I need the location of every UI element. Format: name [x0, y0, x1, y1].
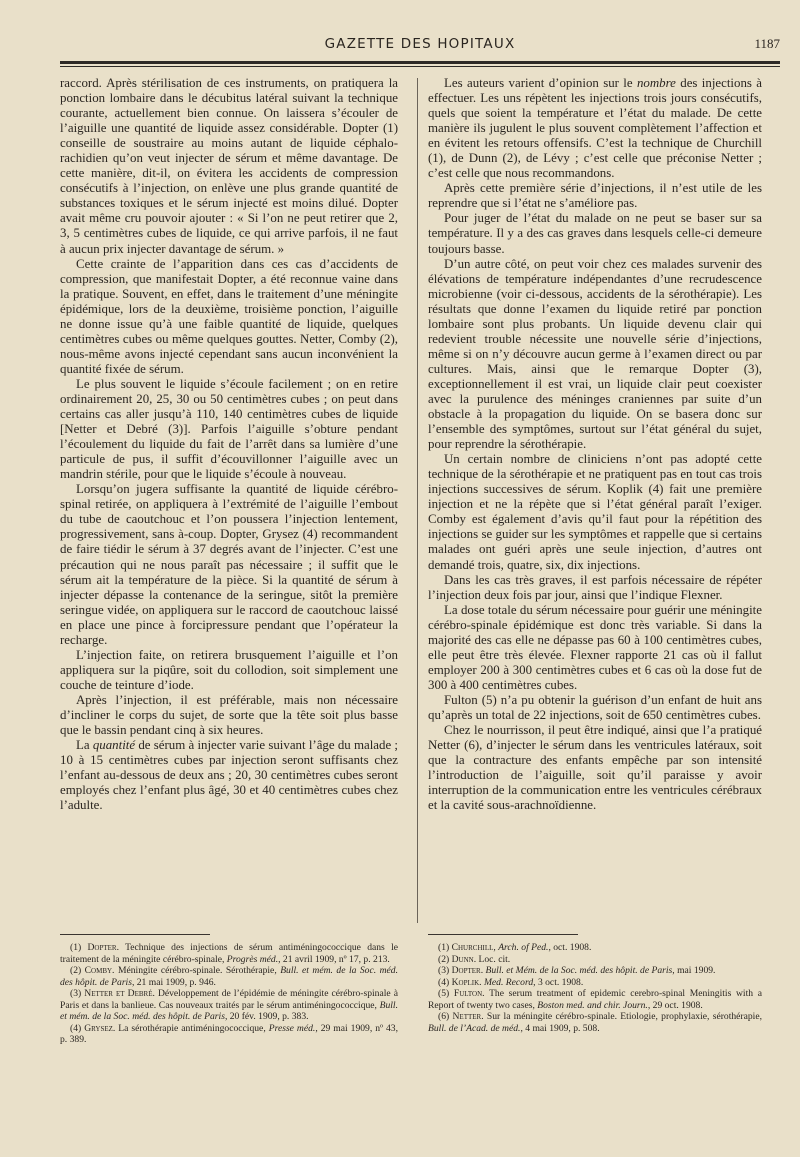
footnote-source: Arch. of Ped.	[498, 942, 549, 953]
paragraph: Cette crainte de l’apparition dans ces cas d’accidents de compression, que manifestait Dopter, a été reconnue vaine dans la pratique. Souvent, en effet, dans le traitement d’une méningite épidémique, lors de la deuxième, troisième ponction, l’aiguille ne donne issue qu’à une faible quantité de liquide, quelques centimètres cubes ou même quelques gouttes. Netter, Comby (2), nous-même avons injecté cependant sans aucun inconvénient la quantité fixée de sérum.	[60, 256, 398, 376]
text-run: Les auteurs varient d’opinion sur le	[444, 76, 637, 90]
footnote-author: Churchill,	[451, 942, 496, 953]
paragraph-quantite	[60, 738, 398, 813]
italic-term: nombre	[636, 76, 676, 90]
footnote-tail: , mai 1909.	[672, 965, 716, 976]
footnote	[60, 1023, 398, 1046]
paragraph-nombre	[428, 76, 762, 181]
footnote-author: Dunn.	[451, 953, 477, 965]
footnote-author: Dopter.	[87, 942, 119, 953]
footnote-number: (6)	[438, 1011, 453, 1022]
footnote-text: Méningite cérébro-spinale. Sérothérapie,	[114, 965, 281, 976]
page-number: 1187	[754, 36, 780, 51]
paragraph: Chez le nourrisson, il peut être indiqué, ainsi que l’a pratiqué Netter (6), d’injecter le sérum dans les ventricules latéraux, soit que la contracture des enfants empêche par son intensité l’introduction de l’aiguille, soit qu’il paraisse y avoir interruption de la communication entre les ventricules cérébraux et la cavité sous-arachnoïdienne.	[428, 723, 762, 813]
footnote-source: Bull. et mém. de la Soc. méd. des hôpit. de Paris	[60, 999, 398, 1022]
footnote-source: Progrès méd.	[226, 953, 279, 965]
footnote-rule	[428, 934, 578, 935]
footnote-source: Presse méd.	[268, 1022, 316, 1034]
footnote-rule	[60, 934, 210, 935]
paragraph: Dans les cas très graves, il est parfois nécessaire de répéter l’injection deux fois par jour, ainsi que l’indique Flexner.	[428, 572, 762, 602]
footnote-source: Med. Record	[483, 976, 534, 988]
text-run: La	[76, 738, 93, 753]
paragraph: Lorsqu’on jugera suffisante la quantité de liquide cérébro-spinal retirée, on appliquera à l’extrémité de l’aiguille l’embout du tube de caoutchouc et l’on poussera l’injection lentement, progressivement, sans à-coup. Dopter, Grysez (4) recommandent de faire tiédir le sérum à 37 degrés avant de l’injecter. C’est une précaution qui ne nous paraît pas nécessaire ; il suffit que le sérum ait la température de la pièce. Si la quantité de sérum à injecter dépasse la contenance de la seringue, sitôt la première seringue vidée, on appliquera sur le raccord de caoutchouc laissé en place une pince à forcipressure pendant que l’opérateur la recharge.	[60, 482, 398, 647]
footnote-source: Bull. de l’Acad. de méd.	[428, 1022, 521, 1034]
footnote-source: Boston med. and chir. Journ.	[537, 999, 648, 1011]
footnote-tail: , 20 fév. 1909, p. 383.	[224, 1011, 309, 1022]
footnote	[428, 942, 762, 954]
footnote-source: Bull. et mém. de la Soc. méd. des hôpit. de Paris	[60, 965, 398, 988]
journal-title: GAZETTE DES HOPITAUX	[324, 36, 516, 52]
text-run: des injections à effectuer. Les uns répètent les injections trois jours consécutifs, quels que soient la température et l’état du malade. De cette manière ils jugulent le plus souvent complètement l’affection et en évitent les retours offensifs. C’est la technique de Churchill (1), de Dunn (2), de Lévy ; c’est celle que préconise Netter ; c’est celle que nous recommandons.	[428, 76, 762, 181]
footnote-tail: , oct. 1908.	[548, 942, 592, 953]
paragraph: Un certain nombre de cliniciens n’ont pas adopté cette technique de la sérothérapie et ne pratiquent pas en tout cas trois injections successives de sérum. Koplik (4) fait une première injection et ne la répète que si l’état général paraît l’exiger. Comby est également d’avis qu’il faut pour la répétition des injections se guider sur les symptômes et rappelle que si certains malades ont guéri après une seule injection, d’autres ont demandé trois, quatre, six, dix injections.	[428, 452, 762, 572]
footnote-tail: , 21 avril 1909, nº 17, p. 213.	[278, 953, 390, 965]
footnote-text: Sur la méningite cérébro-spinale. Etiologie, prophylaxie, sérothérapie,	[483, 1011, 762, 1022]
header-rule-thin	[60, 66, 780, 67]
paragraph: La dose totale du sérum nécessaire pour guérir une méningite cérébro-spinale épidémique est donc très variable. Si dans la majorité des cas elle ne dépasse pas 60 à 100 centimètres cubes, elle peut être très élevée. Flexner rapporte 21 cas où il fallut employer 200 à 300 centimètres cubes et 6 cas où la dose fut de 300 à 400 centimètres cubes.	[428, 602, 762, 692]
italic-term: quantité	[92, 738, 136, 753]
paragraph: Après cette première série d’injections, il n’est utile de les reprendre que si l’état ne s’améliore pas.	[428, 181, 762, 211]
footnote-number: (1)	[70, 942, 88, 953]
footnote-number: (4)	[70, 1022, 85, 1034]
footnote-author: Netter.	[452, 1011, 484, 1022]
footnote-author: Koplik.	[451, 976, 482, 988]
footnote-number: (1)	[438, 942, 452, 953]
footnote-tail: , 29 mai 1909, nº 43, p. 389.	[60, 1022, 398, 1045]
footnotes-right	[428, 942, 762, 1034]
footnote-number: (3)	[438, 965, 452, 976]
footnote-tail: , 3 oct. 1908.	[533, 976, 584, 988]
footnote	[60, 988, 398, 1023]
footnotes-left	[60, 942, 398, 1046]
footnote-author: Comby.	[84, 965, 115, 976]
footnote-tail: , 4 mai 1909, p. 508.	[520, 1022, 600, 1034]
footnote-author: Grysez.	[84, 1022, 116, 1034]
footnote-author: Netter et Debré.	[84, 988, 155, 999]
footnote	[60, 965, 398, 988]
paragraph: Fulton (5) n’a pu obtenir la guérison d’un enfant de huit ans qu’après un total de 22 injections, soit de 650 centimètres cubes.	[428, 692, 762, 722]
footnote-author: Dopter.	[451, 965, 484, 976]
text-run: de sérum à injecter varie suivant l’âge du malade ; 10 à 15 centimètres cubes par injection seront suffisants chez l’enfant au-dessous de deux ans ; 20, 30 centimètres cubes seront employés chez l’enfant plus âgé, 30 et 40 centimètres cubes chez l’adulte.	[60, 738, 398, 813]
paragraph: L’injection faite, on retirera brusquement l’aiguille et l’on appliquera sur la piqûre, soit du collodion, soit simplement une couche de teinture d’iode.	[60, 647, 398, 692]
footnote-text: Technique des injections de sérum antiméningococcique dans le traitement de la méningite cérébro-spinale,	[60, 942, 398, 965]
footnote-text: La sérothérapie antiméningococcique,	[115, 1022, 269, 1034]
paragraph: Après l’injection, il est préférable, mais non nécessaire d’incliner le corps du sujet, de sorte que la tête soit plus basse que le bassin pendant cinq à six heures.	[60, 692, 398, 738]
footnote-tail: , 21 mai 1909, p. 946.	[131, 976, 216, 988]
footnote-text: The serum treatment of epidemic cerebro-spinal Meningitis with a Report of twenty two cases,	[428, 988, 762, 1011]
footnote-number: (2)	[70, 965, 85, 976]
footnote-number: (4)	[438, 976, 452, 988]
header-rule-thick	[60, 61, 780, 64]
footnote	[60, 942, 398, 965]
paragraph: Pour juger de l’état du malade on ne peut se baser sur sa température. Il y a des cas graves dans lesquels celle-ci demeure toujours basse.	[428, 211, 762, 256]
footnote-number: (2)	[438, 953, 452, 965]
footnote-author: Fulton.	[453, 988, 485, 999]
footnote-text: Loc. cit.	[476, 953, 511, 965]
page-header	[60, 36, 780, 56]
footnote	[428, 1011, 762, 1034]
column-divider	[417, 78, 418, 923]
footnote	[428, 977, 762, 989]
footnote	[428, 954, 762, 966]
footnote-source: Bull. et Mém. de la Soc. méd. des hôpit. de Paris	[485, 965, 673, 976]
footnote	[428, 965, 762, 977]
footnote-number: (3)	[70, 988, 85, 999]
footnote	[428, 988, 762, 1011]
paragraph: raccord. Après stérilisation de ces instruments, on pratiquera la ponction lombaire dans le décubitus latéral suivant la technique courante, actuellement bien connue. On laissera s’écouler de l’aiguille une quantité de liquide assez considérable. Dopter (1) conseille de soustraire au moins autant de liquide céphalo-rachidien qu’on veut injecter de sérum et même davantage. De cette manière, dit-il, on évitera les accidents de compression consécutifs à l’injection, on enlève une plus grande quantité de substances toxiques et le sérum injecté est moins dilué. Dopter avait même cru pouvoir ajouter : « Si l’on ne peut retirer que 2, 3, 5 centimètres cubes de liquide, ce qui arrive parfois, il ne faut à aucun prix injecter davantage de sérum. »	[60, 76, 398, 256]
paragraph: Le plus souvent le liquide s’écoule facilement ; on en retire ordinairement 20, 25, 30 ou 50 centimètres cubes ; on peut dans certains cas aller jusqu’à 110, 140 centimètres cubes de liquide [Netter et Debré (3)]. Parfois l’aiguille s’obture pendant l’écoulement du liquide du fait de l’arrêt dans sa lumière d’une particule de pus, il suffit d’écouvillonner l’aiguille avec un mandrin stérile, pour que le liquide s’écoule à nouveau.	[60, 376, 398, 482]
footnote-number: (5)	[438, 988, 454, 999]
right-column	[428, 76, 762, 813]
left-column	[60, 76, 398, 813]
footnote-tail: , 29 oct. 1908.	[647, 999, 703, 1011]
paragraph: D’un autre côté, on peut voir chez ces malades survenir des élévations de température indépendantes d’une recrudescence microbienne (voir ci-dessous, accidents de la sérothérapie). Les résultats que donne l’examen du liquide retiré par ponction lombaire sont plus probants. Un liquide devenu clair qui redevient trouble nécessite une nouvelle série d’injections, même si on n’y découvre aucun germe à l’examen direct ou par cultures. Mais, ainsi que le remarque Dopter (3), exceptionnellement il est vrai, un liquide clair peut coexister avec la purulence des méninges craniennes par suite d’un obstacle à la propagation du liquide. On se basera donc sur l’ensemble des symptômes, surtout sur l’état général du sujet, pour reprendre la sérothérapie.	[428, 256, 762, 452]
footnote-text: Développement de l’épidémie de méningite cérébro-spinale à Paris et dans la banlieue. Cas nouveaux traités par le sérum antiméningococcique,	[60, 988, 398, 1011]
